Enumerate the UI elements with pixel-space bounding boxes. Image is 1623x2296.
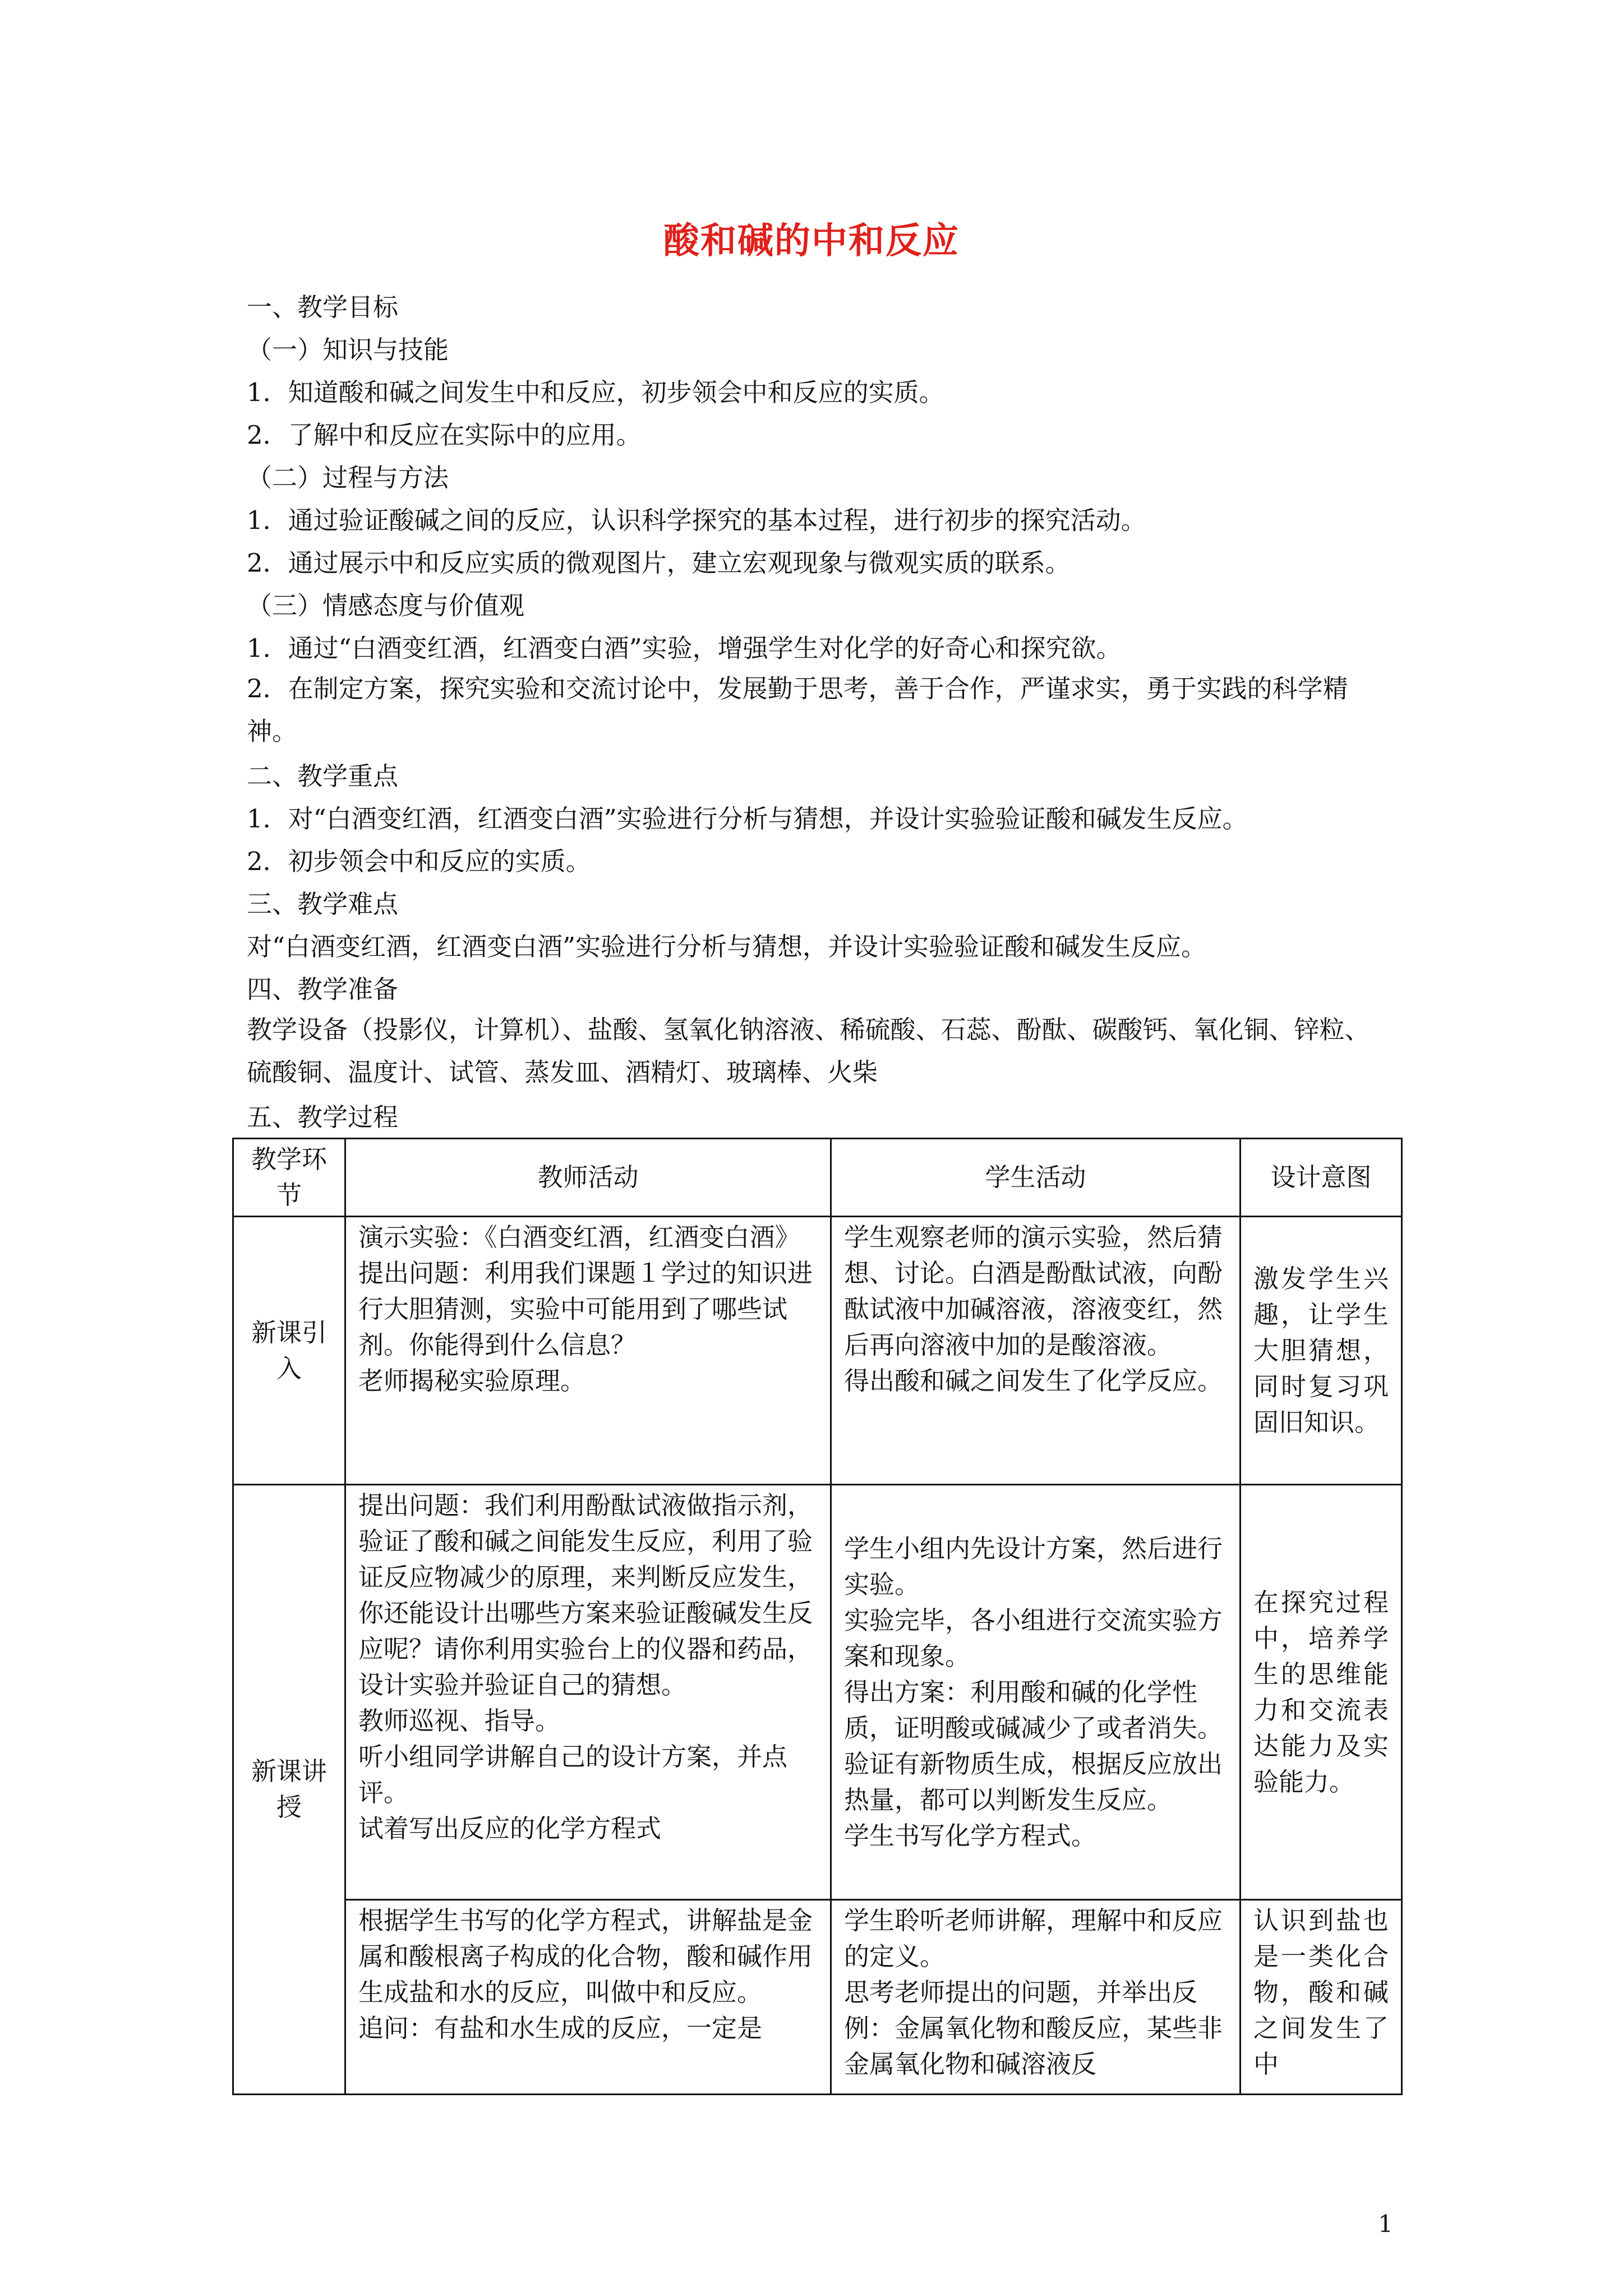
objective-item: 2．在制定方案，探究实验和交流讨论中，发展勤于思考，善于合作，严谨求实，勇于实践的科学精神。	[247, 674, 1348, 746]
page-number: 1	[1378, 2210, 1393, 2238]
preparation-list: 教学设备（投影仪，计算机）、盐酸、氢氧化钠溶液、稀硫酸、石蕊、酚酞、碳酸钙、氧化铜、锌粒、硫酸铜、温度计、试管、蒸发皿、酒精灯、玻璃棒、火柴	[247, 1015, 1370, 1087]
design-intent-text: 认识到盐也是一类化合物，酸和碱之间发生了中	[1253, 1906, 1389, 2079]
subheading-knowledge: （一）知识与技能	[247, 335, 449, 365]
objective-item: 1．通过验证酸碱之间的反应，认识科学探究的基本过程，进行初步的探究活动。	[247, 505, 1146, 535]
subheading-process: （二）过程与方法	[247, 463, 449, 493]
key-point-item: 1．对“白酒变红酒，红酒变白酒”实验进行分析与猜想，并设计实验验证酸和碱发生反应。	[247, 804, 1248, 834]
heading-difficulties: 三、教学难点	[247, 889, 399, 919]
design-intent-cell: 在探究过程中，培养学生的思维能力和交流表达能力及实验能力。	[1241, 1485, 1402, 1900]
header-intent: 设计意图	[1241, 1139, 1402, 1217]
student-activity-text: 学生聆听老师讲解，理解中和反应的定义。 思考老师提出的问题，并举出反例：金属氧化物和酸反应，某些非金属氧化物和碱溶液反	[844, 1906, 1223, 2079]
objective-item: 2．了解中和反应在实际中的应用。	[247, 420, 642, 450]
design-intent-cell-continued	[1241, 1900, 1402, 2095]
objective-item: 1．通过“白酒变红酒，红酒变白酒”实验，增强学生对化学的好奇心和探究欲。	[247, 633, 1122, 663]
heading-preparation: 四、教学准备	[247, 974, 399, 1004]
design-intent-cell: 激发学生兴趣，让学生大胆猜想，同时复习巩固旧知识。	[1241, 1217, 1402, 1485]
teaching-process-table	[232, 1138, 1403, 2095]
header-teacher: 教师活动	[345, 1139, 831, 1217]
document-title: 酸和碱的中和反应	[663, 220, 960, 262]
teacher-activity-cell: 演示实验：《白酒变红酒，红酒变白酒》 提出问题：利用我们课题１学过的知识进行大胆猜测，实验中可能用到了哪些试剂。你能得到什么信息？ 老师揭秘实验原理。	[345, 1217, 831, 1485]
table-row	[233, 1900, 1402, 2095]
heading-process: 五、教学过程	[247, 1102, 399, 1132]
difficulty-item: 对“白酒变红酒，红酒变白酒”实验进行分析与猜想，并设计实验验证酸和碱发生反应。	[247, 932, 1207, 961]
objective-item: 1．知道酸和碱之间发生中和反应，初步领会中和反应的实质。	[247, 378, 944, 407]
table-row	[233, 1217, 1402, 1485]
student-activity-cell: 学生小组内先设计方案，然后进行实验。 实验完毕，各小组进行交流实验方案和现象。 得出方案：利用酸和碱的化学性质，证明酸或碱减少了或者消失。验证有新物质生成，根据反应放出热量，都可以判断发生反应。 学生书写化学方程式。	[831, 1485, 1241, 1900]
key-point-item: 2．初步领会中和反应的实质。	[247, 846, 591, 876]
stage-cell: 新课讲授	[233, 1485, 345, 2095]
heading-key-points: 二、教学重点	[247, 761, 399, 791]
teacher-activity-cell: 提出问题：我们利用酚酞试液做指示剂，验证了酸和碱之间能发生反应，利用了验证反应物减少的原理，来判断反应发生，你还能设计出哪些方案来验证酸碱发生反应呢？请你利用实验台上的仪器和药品，设计实验并验证自己的猜想。 教师巡视、指导。 听小组同学讲解自己的设计方案，并点评。 试着写出反应的化学方程式	[345, 1485, 831, 1900]
objective-item: 2．通过展示中和反应实质的微观图片，建立宏观现象与微观实质的联系。	[247, 548, 1071, 578]
teacher-activity-cell-continued	[345, 1900, 831, 2095]
subheading-attitude: （三）情感态度与价值观	[247, 591, 525, 620]
heading-objectives: 一、教学目标	[247, 292, 399, 322]
student-activity-cell: 学生观察老师的演示实验，然后猜想、讨论。白酒是酚酞试液，向酚酞试液中加碱溶液，溶液变红，然后再向溶液中加的是酸溶液。 得出酸和碱之间发生了化学反应。	[831, 1217, 1241, 1485]
header-stage: 教学环节	[233, 1139, 345, 1217]
table-header-row	[233, 1139, 1402, 1217]
table-row	[233, 1485, 1402, 1900]
student-activity-cell-continued	[831, 1900, 1241, 2095]
header-student: 学生活动	[831, 1139, 1241, 1217]
teacher-activity-text: 根据学生书写的化学方程式，讲解盐是金属和酸根离子构成的化合物，酸和碱作用生成盐和水的反应，叫做中和反应。 追问：有盐和水生成的反应，一定是	[358, 1906, 813, 2043]
stage-cell: 新课引入	[233, 1217, 345, 1485]
